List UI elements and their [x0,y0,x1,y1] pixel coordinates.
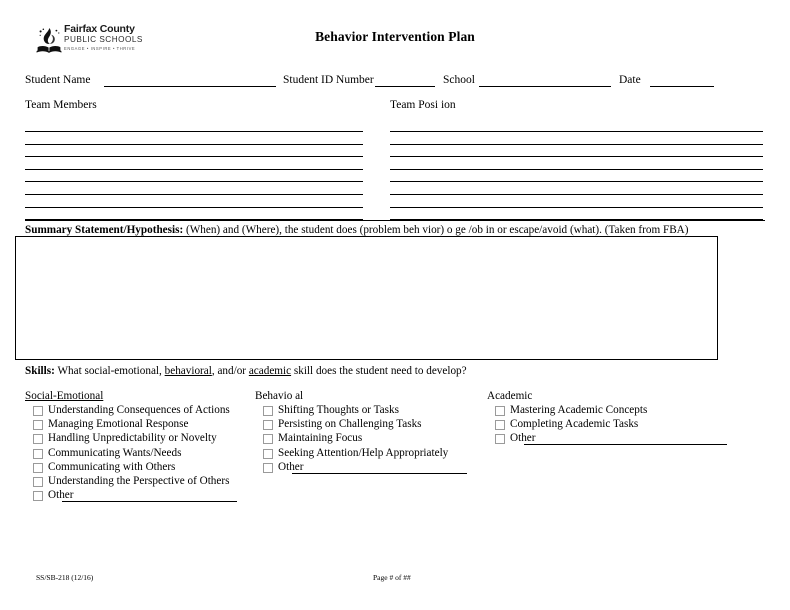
team-members-label: Team Members [25,99,97,111]
team-member-line[interactable] [25,194,363,195]
skills-label-part3: skill does the student need to develop? [291,365,467,377]
checklist-item[interactable] [33,446,181,460]
checklist-item-label: Communicating Wants/Needs [48,446,182,459]
checklist-item[interactable] [33,403,230,417]
summary-statement-label [25,224,765,236]
checklist-item-other[interactable] [33,488,73,502]
form-code: SS/SB-218 (12/16) [36,573,94,582]
team-member-line[interactable] [25,131,363,132]
checklist-item-label: Communicating with Others [48,460,176,473]
checkbox-icon[interactable] [33,491,43,501]
school-label: School [443,74,475,86]
team-position-line[interactable] [390,169,763,170]
checkbox-icon[interactable] [33,406,43,416]
logo-line-county: Fairfax County [64,23,135,35]
checklist-column-heading: Social-Emotional [25,390,104,402]
checkbox-icon[interactable] [495,420,505,430]
checklist-item[interactable] [33,474,229,488]
document-header [0,0,790,62]
student-id-underline[interactable] [375,86,435,87]
checklist-item-label: Shifting Thoughts or Tasks [278,404,399,416]
logo-line-public-schools: PUBLIC SCHOOLS [64,35,143,44]
skills-label-part2: , and/or [211,365,249,377]
checklist-column-heading: Behavio al [255,390,304,402]
summary-label-bold: Summary Statement/Hypothesis: [25,224,184,236]
checklist-other-label: Other [48,489,74,502]
summary-label-rest: (When) and (Where), the student does (problem beh vior) o ge /ob in or escape/avoid (what). (Taken from FBA) [183,224,689,236]
student-name-label: Student Name [25,74,91,86]
skills-label-bold: Skills: [25,365,55,377]
checklist-item[interactable] [495,403,647,417]
checklist-column-heading: Academic [487,390,533,402]
checklist-item-label: Handling Unpredictability or Novelty [48,432,217,445]
checklist-other-input[interactable] [292,473,467,474]
checklist-item[interactable] [263,431,362,445]
checkbox-icon[interactable] [495,434,505,444]
checklist-item-other[interactable] [495,431,535,445]
checklist-item-label: Managing Emotional Response [48,418,189,431]
checkbox-icon[interactable] [33,477,43,487]
checkbox-icon[interactable] [263,449,273,459]
checkbox-icon[interactable] [263,434,273,444]
team-position-line[interactable] [390,156,763,157]
student-name-underline[interactable] [104,86,276,87]
checklist-other-input[interactable] [524,444,727,445]
checklist-item-label: Persisting on Challenging Tasks [278,418,422,431]
checklist-item[interactable] [263,446,448,460]
checkbox-icon[interactable] [263,406,273,416]
checklist-item[interactable] [263,417,422,431]
checklist-item[interactable] [495,417,638,431]
checklist-item[interactable] [33,431,217,445]
checklist-other-label: Other [510,432,536,445]
student-id-label: Student ID Number [283,74,374,86]
team-position-label: Team Posi ion [390,99,456,111]
team-member-line[interactable] [25,207,363,208]
skills-label-academic: academic [248,365,292,377]
date-label: Date [619,74,641,86]
checkbox-icon[interactable] [33,434,43,444]
skills-question-label [25,365,467,377]
team-position-line[interactable] [390,181,763,182]
checklist-item[interactable] [263,403,399,417]
checklist-item[interactable] [33,460,175,474]
checklist-item-label: Maintaining Focus [278,432,363,445]
checkbox-icon[interactable] [33,463,43,473]
checkbox-icon[interactable] [263,463,273,473]
team-member-line[interactable] [25,169,363,170]
team-position-line[interactable] [390,144,763,145]
logo-line-tagline: ENGAGE • INSPIRE • THRIVE [64,46,136,51]
checkbox-icon[interactable] [495,406,505,416]
checkbox-icon[interactable] [33,420,43,430]
skills-label-behavioral: behavioral [164,365,212,377]
team-member-line[interactable] [25,144,363,145]
summary-statement-textarea[interactable] [15,236,718,360]
checklist-item-label: Completing Academic Tasks [510,418,639,431]
skills-label-part1: What social-emotional, [54,365,165,377]
team-member-line[interactable] [25,181,363,182]
checklist-item-label: Understanding Consequences of Actions [48,404,230,416]
page-title: Behavior Intervention Plan [315,29,475,44]
page-number: Page # of ## [373,573,411,582]
checklist-item-label: Mastering Academic Concepts [510,404,648,416]
date-underline[interactable] [650,86,714,87]
team-member-line[interactable] [25,156,363,157]
checklist-other-label: Other [278,460,304,473]
checklist-other-input[interactable] [62,501,237,502]
checkbox-icon[interactable] [263,420,273,430]
checklist-item-label: Understanding the Perspective of Others [48,475,230,487]
checklist-item-label: Seeking Attention/Help Appropriately [278,446,449,459]
team-position-line[interactable] [390,131,763,132]
school-underline[interactable] [479,86,611,87]
checklist-item-other[interactable] [263,460,303,474]
checkbox-icon[interactable] [33,449,43,459]
summary-divider [25,220,765,221]
team-position-line[interactable] [390,194,763,195]
team-position-line[interactable] [390,207,763,208]
checklist-item[interactable] [33,417,188,431]
